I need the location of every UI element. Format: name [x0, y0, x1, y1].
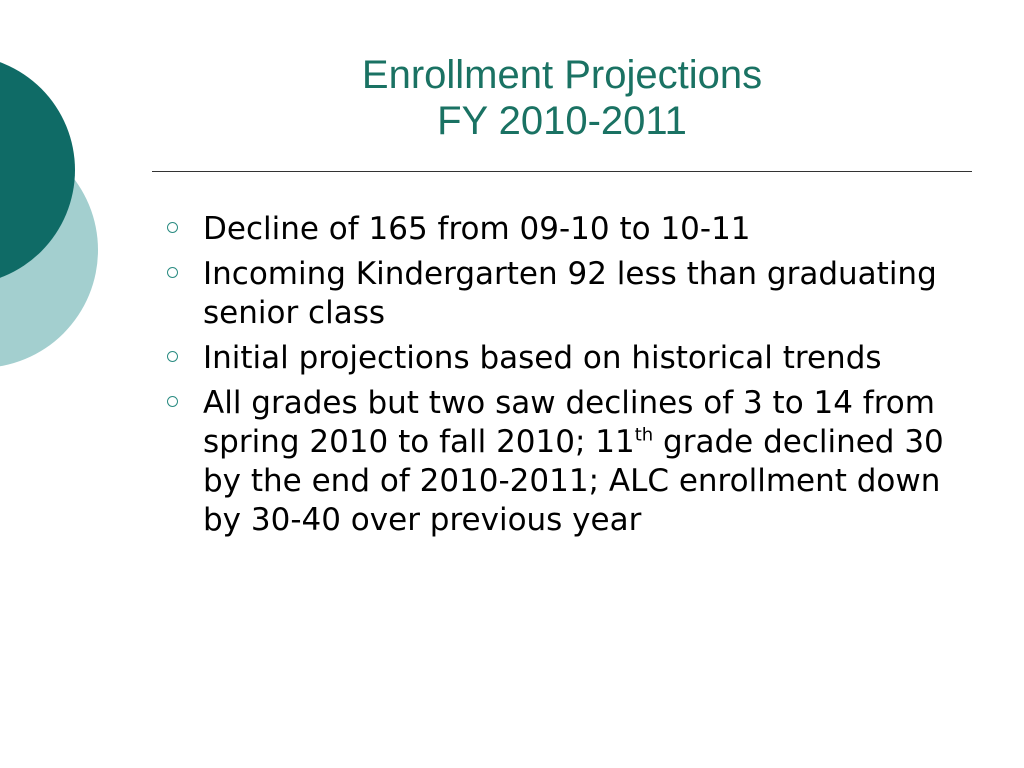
title-line-2: FY 2010-2011 — [437, 99, 687, 143]
circle-bullet-icon — [167, 396, 178, 407]
ordinal-superscript: th — [634, 424, 654, 446]
bullet-text: Incoming Kindergarten 92 less than graduating senior class — [203, 256, 937, 331]
slide-title — [152, 52, 972, 144]
bullet-list — [162, 210, 972, 546]
bullet-item — [162, 255, 972, 333]
title-line-1: Enrollment Projections — [361, 53, 763, 97]
bullet-item — [162, 210, 972, 249]
title-divider — [152, 171, 972, 172]
bullet-text: Initial projections based on historical trends — [203, 340, 882, 376]
circle-bullet-icon — [167, 267, 178, 278]
decorative-circles — [0, 0, 160, 420]
bullet-text: Decline of 165 from 09-10 to 10-11 — [203, 211, 751, 247]
circle-bullet-icon — [167, 351, 178, 362]
bullet-item — [162, 339, 972, 378]
bullet-text-part-1: All grades but two saw declines of 3 to 14 from spring 2010 to fall 2010; 11 — [203, 385, 935, 460]
bullet-text-part-2: grade declined 30 by the end of 2010-2011; ALC enrollment down by 30-40 over previous year — [203, 424, 944, 538]
bullet-item — [162, 384, 972, 540]
circle-bullet-icon — [167, 222, 178, 233]
